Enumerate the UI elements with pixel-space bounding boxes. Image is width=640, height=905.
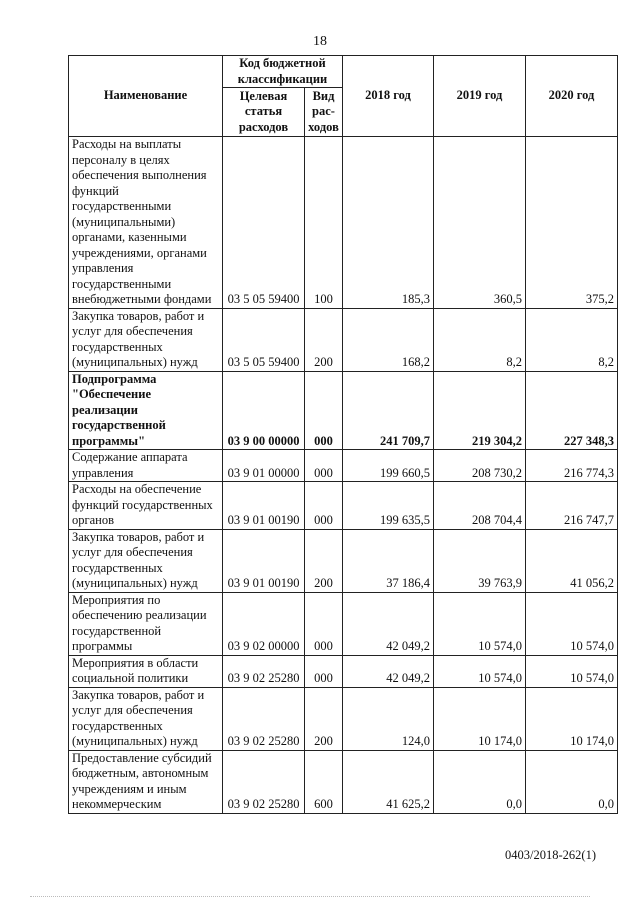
cell-name: Закупка товаров, работ и услуг для обеспечения государственных (муниципальных) нужд [69, 308, 223, 371]
cell-name: Расходы на выплаты персоналу в целях обеспечения выполнения функций государственными (муниципальными) органами, казенными учреждениями, органами управления государственными внебюджетными фондами [69, 137, 223, 309]
cell-2019: 360,5 [434, 137, 526, 309]
table-row [69, 482, 618, 530]
cell-2020: 216 774,3 [526, 450, 618, 482]
cell-name: Мероприятия в области социальной политики [69, 655, 223, 687]
cell-name: Закупка товаров, работ и услуг для обеспечения государственных (муниципальных) нужд [69, 529, 223, 592]
header-year-2018: 2018 год [343, 56, 434, 137]
cell-expense-type: 000 [305, 482, 343, 530]
cell-2020: 227 348,3 [526, 371, 618, 450]
page-number: 18 [313, 34, 327, 49]
cell-expense-type: 100 [305, 137, 343, 309]
table-row [69, 529, 618, 592]
table-row [69, 592, 618, 655]
cell-target-article: 03 9 02 25280 [223, 750, 305, 813]
cell-2019: 219 304,2 [434, 371, 526, 450]
cell-2018: 241 709,7 [343, 371, 434, 450]
cell-2018: 42 049,2 [343, 592, 434, 655]
header-year-2019: 2019 год [434, 56, 526, 137]
cell-2020: 10 174,0 [526, 687, 618, 750]
cell-2018: 199 635,5 [343, 482, 434, 530]
cell-expense-type: 200 [305, 687, 343, 750]
cell-2020: 375,2 [526, 137, 618, 309]
table-row [69, 308, 618, 371]
cell-name: Мероприятия по обеспечению реализации государственной программы [69, 592, 223, 655]
cell-2018: 37 186,4 [343, 529, 434, 592]
table-row [69, 450, 618, 482]
cell-target-article: 03 9 02 25280 [223, 655, 305, 687]
cell-target-article: 03 9 02 00000 [223, 592, 305, 655]
cell-2019: 10 574,0 [434, 655, 526, 687]
cell-2019: 39 763,9 [434, 529, 526, 592]
cell-expense-type: 000 [305, 371, 343, 450]
document-code: 0403/2018-262(1) [505, 848, 596, 862]
table-row [69, 137, 618, 309]
cell-name: Расходы на обеспечение функций государственных органов [69, 482, 223, 530]
header-expense-type: Вид рас-ходов [305, 88, 343, 137]
cell-target-article: 03 9 01 00190 [223, 482, 305, 530]
table-row [69, 687, 618, 750]
table-row [69, 750, 618, 813]
cell-2018: 168,2 [343, 308, 434, 371]
cell-2020: 216 747,7 [526, 482, 618, 530]
cell-2019: 10 574,0 [434, 592, 526, 655]
cell-expense-type: 200 [305, 308, 343, 371]
cell-2020: 0,0 [526, 750, 618, 813]
cell-2020: 10 574,0 [526, 592, 618, 655]
cell-target-article: 03 9 02 25280 [223, 687, 305, 750]
header-name: Наименование [69, 56, 223, 137]
table-row [69, 655, 618, 687]
scan-artifact-line [30, 896, 590, 897]
cell-expense-type: 000 [305, 450, 343, 482]
header-year-2020: 2020 год [526, 56, 618, 137]
cell-2019: 8,2 [434, 308, 526, 371]
cell-name: Закупка товаров, работ и услуг для обеспечения государственных (муниципальных) нужд [69, 687, 223, 750]
header-target-article: Целевая статья расходов [223, 88, 305, 137]
cell-target-article: 03 9 01 00000 [223, 450, 305, 482]
cell-expense-type: 600 [305, 750, 343, 813]
cell-target-article: 03 5 05 59400 [223, 308, 305, 371]
cell-2018: 42 049,2 [343, 655, 434, 687]
cell-name: Содержание аппарата управления [69, 450, 223, 482]
cell-target-article: 03 9 00 00000 [223, 371, 305, 450]
cell-2019: 208 704,4 [434, 482, 526, 530]
table-row [69, 371, 618, 450]
cell-2018: 199 660,5 [343, 450, 434, 482]
cell-2020: 10 574,0 [526, 655, 618, 687]
cell-name: Предоставление субсидий бюджетным, автономным учреждениям и иным некоммерческим [69, 750, 223, 813]
cell-2020: 41 056,2 [526, 529, 618, 592]
cell-expense-type: 000 [305, 655, 343, 687]
cell-2018: 124,0 [343, 687, 434, 750]
cell-2018: 185,3 [343, 137, 434, 309]
cell-target-article: 03 9 01 00190 [223, 529, 305, 592]
budget-table [68, 55, 618, 814]
cell-2019: 0,0 [434, 750, 526, 813]
cell-2020: 8,2 [526, 308, 618, 371]
header-budget-code: Код бюджетной классификации [223, 56, 343, 88]
cell-2019: 208 730,2 [434, 450, 526, 482]
cell-expense-type: 000 [305, 592, 343, 655]
cell-target-article: 03 5 05 59400 [223, 137, 305, 309]
cell-name: Подпрограмма "Обеспечение реализации государственной программы" [69, 371, 223, 450]
cell-expense-type: 200 [305, 529, 343, 592]
cell-2018: 41 625,2 [343, 750, 434, 813]
cell-2019: 10 174,0 [434, 687, 526, 750]
